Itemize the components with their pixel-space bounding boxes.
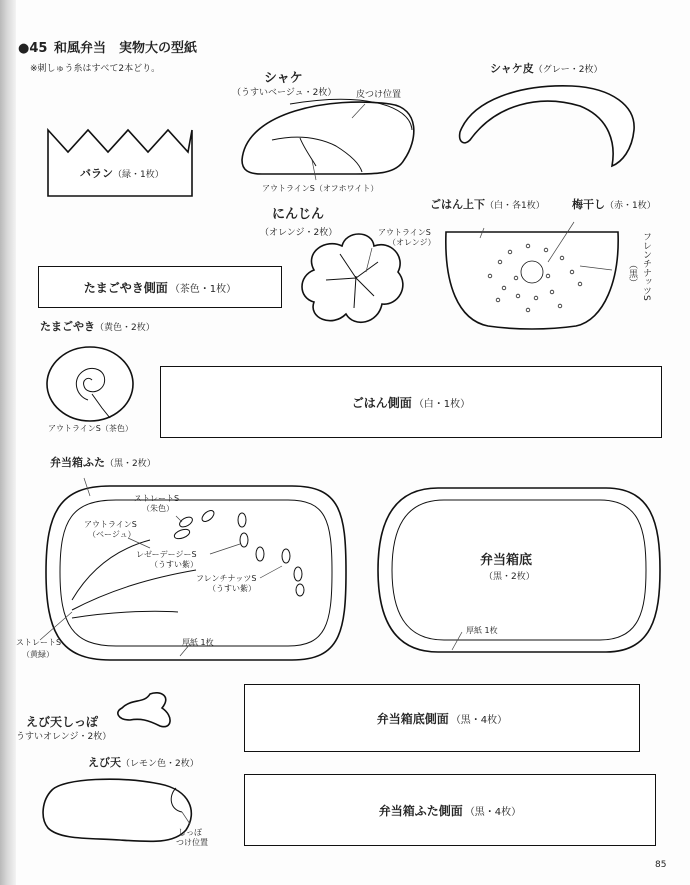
thread-note: ※刺しゅう糸はすべて2本どり。 (30, 64, 161, 74)
ebi-tail-shape (118, 693, 170, 727)
soko-title: 弁当箱底 (480, 553, 533, 568)
futa-board: 厚紙 1枚 (182, 638, 214, 647)
ebi-tail-spec: うすいオレンジ・2枚） (16, 732, 112, 742)
soko-side-spec: （黒・4枚） (450, 714, 508, 726)
futa-stitch3b: （うすい紫） (150, 560, 198, 569)
ninjin-stitch1: アウトラインS (378, 228, 431, 237)
section-title: 和風弁当 実物大の型紙 (53, 41, 197, 56)
tamago-side-spec: （茶色・1枚） (169, 283, 237, 295)
ebi-mark1: しっぽ (178, 828, 202, 837)
page-title (18, 42, 197, 55)
shake-title: シャケ (264, 71, 303, 86)
tamago-shape (47, 347, 133, 421)
futa-stitch1a: ストレートS (134, 494, 180, 503)
futa-side-spec: （黒・4枚） (464, 806, 522, 818)
tamago-side-rect (38, 266, 282, 308)
ninjin-title: にんじん (272, 207, 325, 222)
tamago-side-name: たまごやき側面 (83, 280, 168, 295)
futa-side-name: 弁当箱ふた側面 (378, 803, 463, 818)
ebi-mark2: つけ位置 (176, 838, 208, 847)
futa-stitch3a: レゼーデージーS (136, 550, 197, 559)
soko-side-rect (244, 684, 640, 752)
shake-skin-mark: 皮つけ位置 (356, 90, 402, 100)
soko-board: 厚紙 1枚 (466, 626, 498, 635)
ebi-tail-title: えび天しっぽ (26, 715, 99, 729)
futa-label: 弁当箱ふた（黒・2枚） (50, 456, 156, 469)
futa-stitch4a: フレンチナッツS (196, 574, 257, 583)
futa-stitch2b: （ベージュ） (88, 530, 136, 539)
soko-spec: （黒・2枚） (484, 572, 535, 582)
futa-stitch2a: アウトラインS (84, 520, 137, 529)
gohan-uesita-label: ごはん上下（白・各1枚） (430, 198, 545, 211)
futa-stitch5b: （黄緑） (22, 650, 54, 659)
futa-stitch1b: （朱色） (142, 504, 174, 513)
soko-side-name: 弁当箱底側面 (376, 711, 449, 726)
shake-kawa-shape (460, 86, 635, 166)
soko-shape (378, 488, 660, 652)
ninjin-spec: （オレンジ・2枚） (260, 228, 338, 238)
futa-shape (46, 486, 346, 660)
futa-stitch4b: （うすい紫） (208, 584, 256, 593)
gohan-side-rect (160, 366, 662, 438)
tamago-stitch-label: アウトラインS（茶色） (48, 424, 133, 433)
shake-spec: （うすいベージュ・2枚） (232, 88, 337, 98)
gohan-side-spec: （白・1枚） (413, 398, 471, 410)
umeboshi-stitch2: （黒） (627, 260, 637, 287)
shake-kawa-label: シャケ皮（グレー・2枚） (490, 62, 603, 75)
umeboshi-label: 梅干し（赤・1枚） (572, 198, 656, 211)
tamago-label: たまごやき（黄色・2枚） (40, 320, 155, 333)
page-number: 85 (655, 860, 667, 870)
section-number: ●45 (18, 41, 48, 56)
shake-stitch-label: アウトラインS（オフホワイト） (262, 184, 379, 193)
baran-label: バラン（緑・1枚） (80, 167, 164, 180)
baran-shape (48, 130, 192, 196)
ninjin-stitch2: （オレンジ） (388, 238, 436, 247)
shake-shape (242, 102, 414, 174)
futa-side-rect (244, 774, 656, 846)
gohan-side-name: ごはん側面 (351, 395, 412, 410)
umeboshi-stitch1: フレンチナッツS (641, 232, 651, 301)
ebi-label: えび天（レモン色・2枚） (88, 756, 199, 769)
umeboshi-circle (521, 261, 543, 283)
futa-stitch5a: ストレートS (16, 638, 62, 647)
ebi-shape (43, 779, 191, 841)
